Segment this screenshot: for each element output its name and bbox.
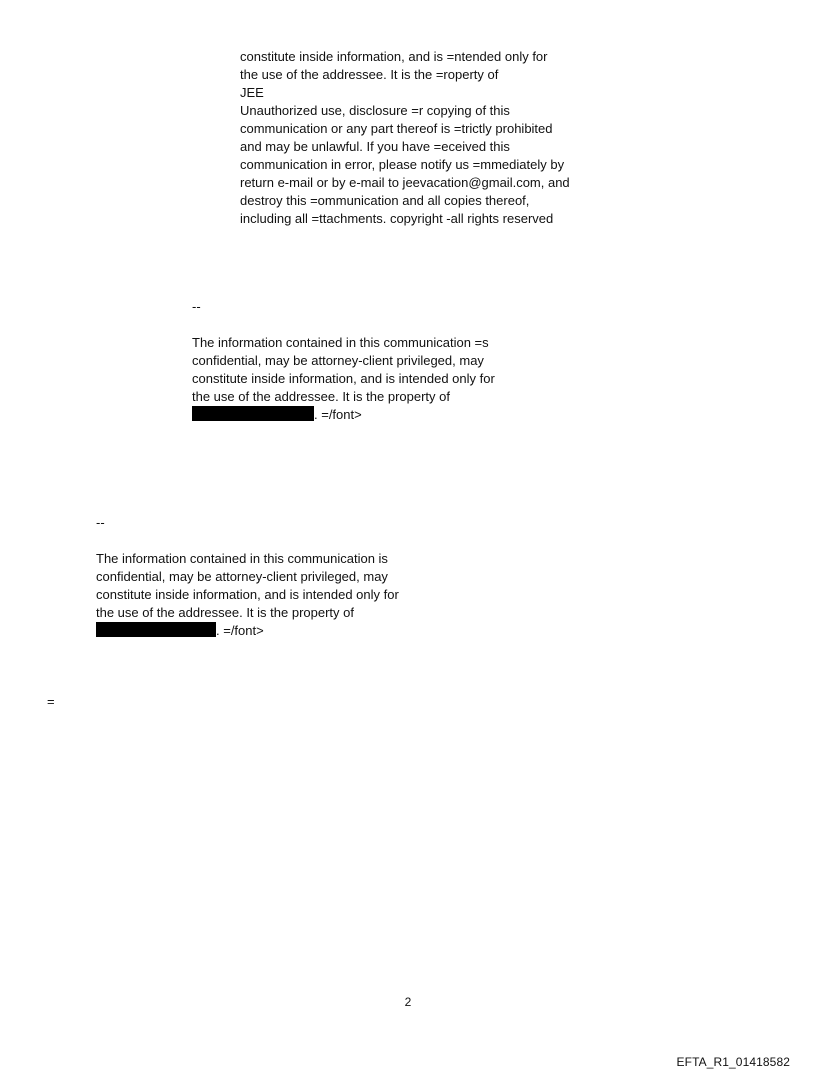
text-line: destroy this =ommunication and all copies thereof, (240, 193, 530, 208)
disclaimer-block-2 (192, 298, 495, 424)
text-line: confidential, may be attorney-client privileged, may (96, 569, 388, 584)
text-line: return e-mail or by e-mail to jeevacation@gmail.com, and (240, 175, 570, 190)
redacted-line (96, 622, 399, 640)
redacted-line (192, 406, 495, 424)
signature-separator: -- (96, 515, 105, 530)
redaction-bar (192, 406, 314, 421)
text-line: The information contained in this communication is (96, 551, 388, 566)
text-line: constitute inside information, and is intended only for (192, 371, 495, 386)
text-line: constitute inside information, and is intended only for (96, 587, 399, 602)
text-line: the use of the addressee. It is the property of (192, 389, 450, 404)
spacer (96, 532, 399, 550)
disclaimer-block-3 (96, 514, 399, 640)
text-fragment: . =/font> (216, 623, 264, 638)
document-id: EFTA_R1_01418582 (676, 1055, 790, 1069)
trailing-equals-mark: = (47, 694, 55, 709)
text-line: JEE (240, 85, 264, 100)
text-fragment: . =/font> (314, 407, 362, 422)
disclaimer-block-1 (240, 48, 570, 228)
text-line: Unauthorized use, disclosure =r copying of this (240, 103, 510, 118)
spacer (192, 316, 495, 334)
text-line: including all =ttachments. copyright -all rights reserved (240, 211, 554, 226)
text-line: constitute inside information, and is =ntended only for (240, 49, 548, 64)
text-line: communication or any part thereof is =trictly prohibited (240, 121, 553, 136)
text-line: The information contained in this communication =s (192, 335, 489, 350)
text-line: communication in error, please notify us =mmediately by (240, 157, 565, 172)
signature-separator: -- (192, 299, 201, 314)
text-line: confidential, may be attorney-client privileged, may (192, 353, 484, 368)
text-line: and may be unlawful. If you have =eceived this (240, 139, 510, 154)
redaction-bar (96, 622, 216, 637)
text-line: the use of the addressee. It is the property of (96, 605, 354, 620)
text-line: the use of the addressee. It is the =roperty of (240, 67, 499, 82)
page-number: 2 (404, 995, 412, 1009)
